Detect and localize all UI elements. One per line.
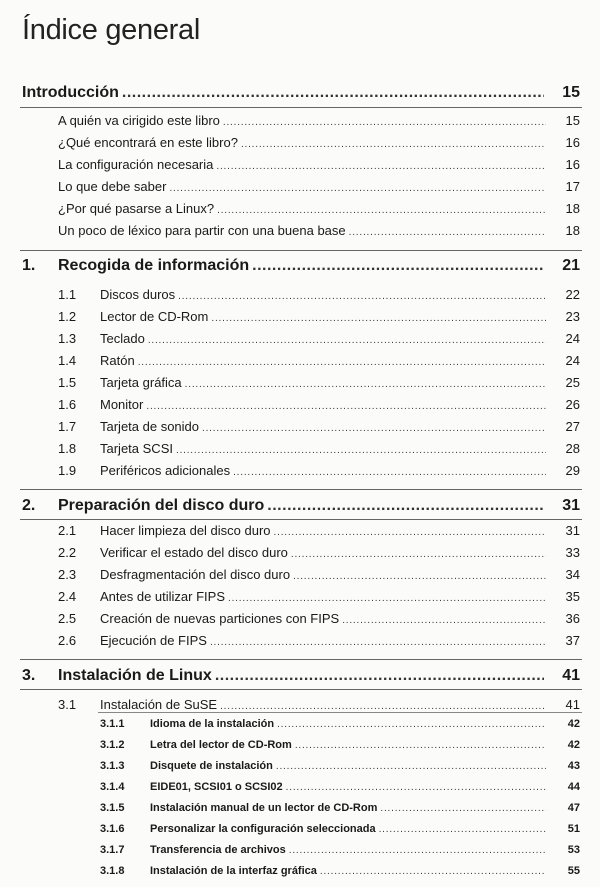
toc-entry-number: 2.1 (58, 523, 77, 538)
page-title: Índice general (22, 14, 200, 46)
dot-leader (217, 205, 546, 216)
toc-entry-subsection[interactable] (0, 781, 600, 793)
toc-entry-section[interactable] (0, 523, 600, 538)
toc-entry-page-number: 55 (567, 865, 580, 877)
toc-entry-chapter[interactable] (0, 667, 600, 685)
toc-entry-page-number: 27 (565, 419, 580, 434)
toc-entry-page-number: 17 (565, 179, 580, 194)
toc-entry-page-number: 41 (565, 697, 580, 712)
toc-entry-section[interactable] (0, 223, 600, 238)
toc-entry-page-number: 24 (565, 353, 580, 368)
toc-entry-chapter[interactable] (0, 497, 600, 515)
toc-entry-label: Instalación de Linux (58, 667, 212, 684)
toc-entry-chapter[interactable] (0, 257, 600, 275)
dot-leader (223, 117, 546, 128)
toc-entry-number: 3.1.7 (100, 844, 125, 856)
toc-entry-page-number: 35 (565, 589, 580, 604)
toc-entry-subsection[interactable] (0, 844, 600, 856)
dot-leader (252, 257, 544, 275)
dot-leader (233, 467, 546, 478)
toc-entry-number: 3.1.5 (100, 802, 125, 814)
toc-entry-page-number: 16 (565, 135, 580, 150)
dot-leader (342, 615, 546, 626)
toc-entry-page-number: 23 (565, 309, 580, 324)
toc-entry-label: Verificar el estado del disco duro (100, 545, 288, 560)
toc-entry-label: Instalación de la interfaz gráfica (150, 865, 317, 877)
toc-entry-label: Transferencia de archivos (150, 844, 286, 856)
toc-entry-number: 3.1.4 (100, 781, 125, 793)
toc-entry-page-number: 34 (565, 567, 580, 582)
dot-leader (169, 183, 546, 194)
dot-leader (148, 335, 546, 346)
toc-entry-subsection[interactable] (0, 865, 600, 877)
toc-entry-section[interactable] (0, 353, 600, 368)
toc-entry-label: Lo que debe saber (58, 179, 167, 194)
toc-entry-page-number: 25 (565, 375, 580, 390)
toc-entry-label: Introducción (22, 84, 119, 101)
toc-entry-page-number: 42 (567, 718, 580, 730)
toc-entry-label: EIDE01, SCSI01 o SCSI02 (150, 781, 283, 793)
toc-entry-label: Creación de nuevas particiones con FIPS (100, 611, 340, 626)
toc-entry-number: 1.6 (58, 397, 77, 412)
toc-entry-number: 2.2 (58, 545, 77, 560)
toc-entry-section[interactable] (0, 201, 600, 216)
toc-entry-section[interactable] (0, 611, 600, 626)
toc-entry-page-number: 47 (567, 802, 580, 814)
toc-entry-page-number: 37 (565, 633, 580, 648)
toc-entry-label: Teclado (100, 331, 145, 346)
toc-entry-label: Idioma de la instalación (150, 718, 275, 730)
toc-entry-number: 2.5 (58, 611, 77, 626)
toc-entry-label: Monitor (100, 397, 144, 412)
toc-entry-page-number: 53 (567, 844, 580, 856)
toc-entry-label: Un poco de léxico para partir con una buena base (58, 223, 346, 238)
toc-entry-label: Lector de CD-Rom (100, 309, 209, 324)
dot-leader (295, 740, 546, 751)
toc-entry-number: 3.1 (58, 697, 77, 712)
toc-entry-label: ¿Qué encontrará en este libro? (58, 135, 238, 150)
dot-leader (286, 782, 546, 793)
dot-leader (202, 423, 546, 434)
toc-entry-page-number: 16 (565, 157, 580, 172)
toc-entry-page-number: 22 (565, 287, 580, 302)
toc-entry-section[interactable] (0, 397, 600, 412)
toc-entry-number: 3.1.6 (100, 823, 125, 835)
toc-entry-section[interactable] (0, 179, 600, 194)
toc-entry-label: ¿Por qué pasarse a Linux? (58, 201, 215, 216)
toc-entry-number: 1.2 (58, 309, 77, 324)
dot-leader (211, 313, 546, 324)
dot-leader (349, 227, 546, 238)
toc-entry-subsection[interactable] (0, 802, 600, 814)
toc-entry-label: Recogida de información (58, 257, 250, 274)
dot-leader (267, 497, 544, 515)
dot-leader (215, 667, 544, 685)
dot-leader (228, 593, 546, 604)
toc-entry-number: 1.3 (58, 331, 77, 346)
toc-entry-subsection[interactable] (0, 823, 600, 835)
toc-entry-label: Discos duros (100, 287, 176, 302)
toc-entry-number: 3. (22, 667, 36, 684)
toc-entry-page-number: 43 (567, 760, 580, 772)
dot-leader (122, 84, 544, 102)
divider-rule (20, 489, 582, 490)
toc-entry-page-number: 36 (565, 611, 580, 626)
dot-leader (185, 379, 546, 390)
toc-entry-number: 1. (22, 257, 36, 274)
toc-entry-number: 3.1.8 (100, 865, 125, 877)
toc-entry-section[interactable] (0, 633, 600, 648)
dot-leader (210, 637, 546, 648)
toc-entry-label: Tarjeta gráfica (100, 375, 182, 390)
dot-leader (178, 291, 546, 302)
toc-entry-page-number: 15 (565, 113, 580, 128)
toc-entry-label: Ejecución de FIPS (100, 633, 207, 648)
toc-entry-page-number: 29 (565, 463, 580, 478)
toc-entry-number: 2.3 (58, 567, 77, 582)
dot-leader (289, 845, 546, 856)
toc-entry-label: A quién va cirigido este libro (58, 113, 220, 128)
toc-entry-page-number: 31 (562, 497, 580, 514)
toc-entry-number: 3.1.2 (100, 739, 125, 751)
toc-entry-label: Instalación de SuSE (100, 697, 218, 712)
toc-entry-number: 3.1.3 (100, 760, 125, 772)
dot-leader (380, 803, 546, 814)
toc-entry-page-number: 51 (567, 823, 580, 835)
toc-entry-page-number: 42 (567, 739, 580, 751)
toc-entry-number: 3.1.1 (100, 718, 125, 730)
toc-entry-label: Tarjeta de sonido (100, 419, 200, 434)
toc-entry-number: 1.7 (58, 419, 77, 434)
divider-rule (98, 712, 582, 713)
toc-entry-number: 2. (22, 497, 36, 514)
toc-entry-section[interactable] (0, 113, 600, 128)
toc-entry-section[interactable] (0, 135, 600, 150)
toc-entry-page-number: 44 (567, 781, 580, 793)
toc-entry-number: 1.8 (58, 441, 77, 456)
dot-leader (241, 139, 546, 150)
toc-entry-section[interactable] (0, 309, 600, 324)
toc-entry-section[interactable] (0, 157, 600, 172)
toc-entry-label: Periféricos adicionales (100, 463, 231, 478)
toc-entry-label: Antes de utilizar FIPS (100, 589, 225, 604)
toc-entry-section[interactable] (0, 331, 600, 346)
dot-leader (220, 701, 546, 712)
divider-rule (20, 107, 582, 108)
toc-entry-section[interactable] (0, 419, 600, 434)
toc-entry-number: 1.4 (58, 353, 77, 368)
toc-entry-label: Preparación del disco duro (58, 497, 265, 514)
dot-leader (379, 824, 546, 835)
dot-leader (320, 866, 546, 877)
toc-entry-label: Instalación manual de un lector de CD-Rom (150, 802, 378, 814)
dot-leader (176, 445, 546, 456)
divider-rule (20, 659, 582, 660)
dot-leader (293, 571, 546, 582)
dot-leader (138, 357, 546, 368)
toc-entry-subsection[interactable] (0, 718, 600, 730)
dot-leader (291, 549, 546, 560)
toc-entry-page-number: 28 (565, 441, 580, 456)
toc-entry-page-number: 18 (565, 201, 580, 216)
toc-entry-section[interactable] (0, 463, 600, 478)
toc-entry-section[interactable] (0, 545, 600, 560)
toc-entry-label: Ratón (100, 353, 135, 368)
toc-entry-label: Desfragmentación del disco duro (100, 567, 291, 582)
toc-entry-subsection[interactable] (0, 760, 600, 772)
toc-entry-page-number: 33 (565, 545, 580, 560)
toc-entry-section[interactable] (0, 589, 600, 604)
toc-entry-section[interactable] (0, 287, 600, 302)
toc-entry-label: Tarjeta SCSI (100, 441, 173, 456)
toc-entry-chapter[interactable] (0, 84, 600, 102)
toc-entry-label: Personalizar la configuración seleccionada (150, 823, 376, 835)
toc-entry-page-number: 21 (562, 257, 580, 274)
toc-entry-number: 2.6 (58, 633, 77, 648)
toc-entry-number: 2.4 (58, 589, 77, 604)
toc-entry-section[interactable] (0, 567, 600, 582)
toc-entry-number: 1.9 (58, 463, 77, 478)
toc-entry-section[interactable] (0, 375, 600, 390)
divider-rule (20, 250, 582, 251)
toc-entry-label: Hacer limpieza del disco duro (100, 523, 271, 538)
toc-entry-label: La configuración necesaria (58, 157, 214, 172)
toc-entry-subsection[interactable] (0, 739, 600, 751)
dot-leader (216, 161, 546, 172)
dot-leader (276, 761, 546, 772)
toc-entry-page-number: 15 (562, 84, 580, 101)
toc-entry-page-number: 24 (565, 331, 580, 346)
dot-leader (274, 527, 546, 538)
dot-leader (277, 719, 546, 730)
divider-rule (20, 519, 582, 520)
toc-entry-section[interactable] (0, 441, 600, 456)
toc-entry-page-number: 26 (565, 397, 580, 412)
toc-entry-page-number: 31 (565, 523, 580, 538)
divider-rule (20, 689, 582, 690)
dot-leader (146, 401, 546, 412)
toc-entry-label: Disquete de instalación (150, 760, 273, 772)
toc-entry-number: 1.1 (58, 287, 77, 302)
toc-entry-number: 1.5 (58, 375, 77, 390)
toc-entry-page-number: 41 (562, 667, 580, 684)
toc-entry-label: Letra del lector de CD-Rom (150, 739, 292, 751)
toc-entry-section[interactable] (0, 697, 600, 712)
toc-entry-page-number: 18 (565, 223, 580, 238)
